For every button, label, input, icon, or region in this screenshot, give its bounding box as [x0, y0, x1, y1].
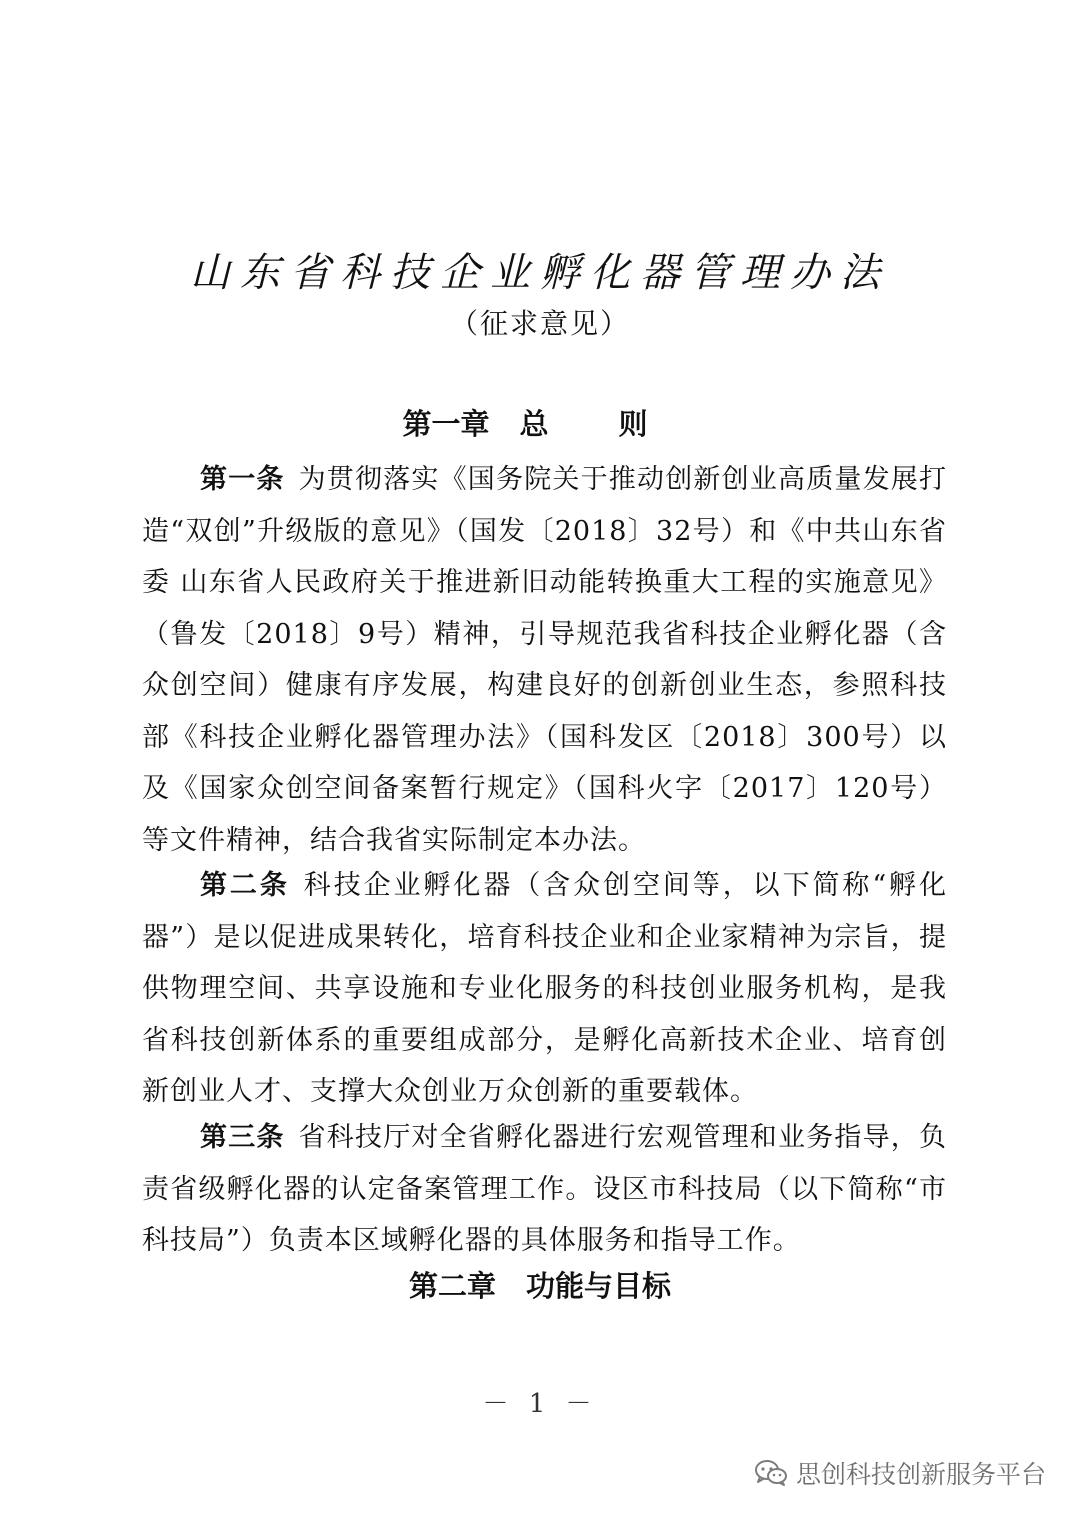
article-label: 第二条 — [200, 870, 290, 901]
article-text: 省科技厅对全省孵化器进行宏观管理和业务指导，负责省级孵化器的认定备案管理工作。设区市科技局（以下简称“市科技局”）负责本区域孵化器的具体服务和指导工作。 — [142, 1122, 948, 1256]
page-number: － 1 － — [482, 1389, 598, 1419]
article-3 — [142, 1112, 947, 1267]
document-title: 山东省科技企业孵化器管理办法 — [190, 250, 890, 296]
chapter-heading-2 — [0, 1264, 1080, 1308]
article-text: 科技企业孵化器（含众创空间等，以下简称“孵化器”）是以促进成果转化，培育科技企业和企业家精神为宗旨，提供物理空间、共享设施和专业化服务的科技创业服务机构，是我省科技创新体系的重要组成部分，是孵化高新技术企业、培育创新创业人才、支撑大众创业万众创新的重要载体。 — [142, 870, 947, 1107]
watermark-text: 思创科技创新服务平台 — [795, 1460, 1046, 1489]
article-1 — [142, 454, 947, 866]
article-label: 第一条 — [200, 464, 285, 495]
wechat-icon — [754, 1459, 788, 1487]
chapter-name: 功能与目标 — [526, 1269, 672, 1303]
chapter-number: 第二章 — [408, 1269, 496, 1303]
document-subtitle: （征求意见） — [449, 307, 630, 340]
article-label: 第三条 — [200, 1122, 285, 1153]
chapter-number: 第一章 — [402, 407, 490, 441]
chapter-name: 总 则 — [519, 407, 678, 441]
article-text: 为贯彻落实《国务院关于推动创新创业高质量发展打造“双创”升级版的意见》（国发〔2018〕32号）和《中共山东省委 山东省人民政府关于推进新旧动能转换重大工程的实施意见》（鲁发〔2018〕9号）精神，引导规范我省科技企业孵化器（含众创空间）健康有序发展，构建良好的创新创业生态，参照科技部《科技企业孵化器管理办法》（国科发区〔2018〕300号）以及《国家众创空间备案暂行规定》（国科火字〔2017〕120号）等文件精神，结合我省实际制定本办法。 — [142, 464, 948, 856]
watermark — [754, 1455, 1046, 1491]
article-2 — [142, 860, 947, 1118]
chapter-heading-1 — [0, 402, 1080, 446]
